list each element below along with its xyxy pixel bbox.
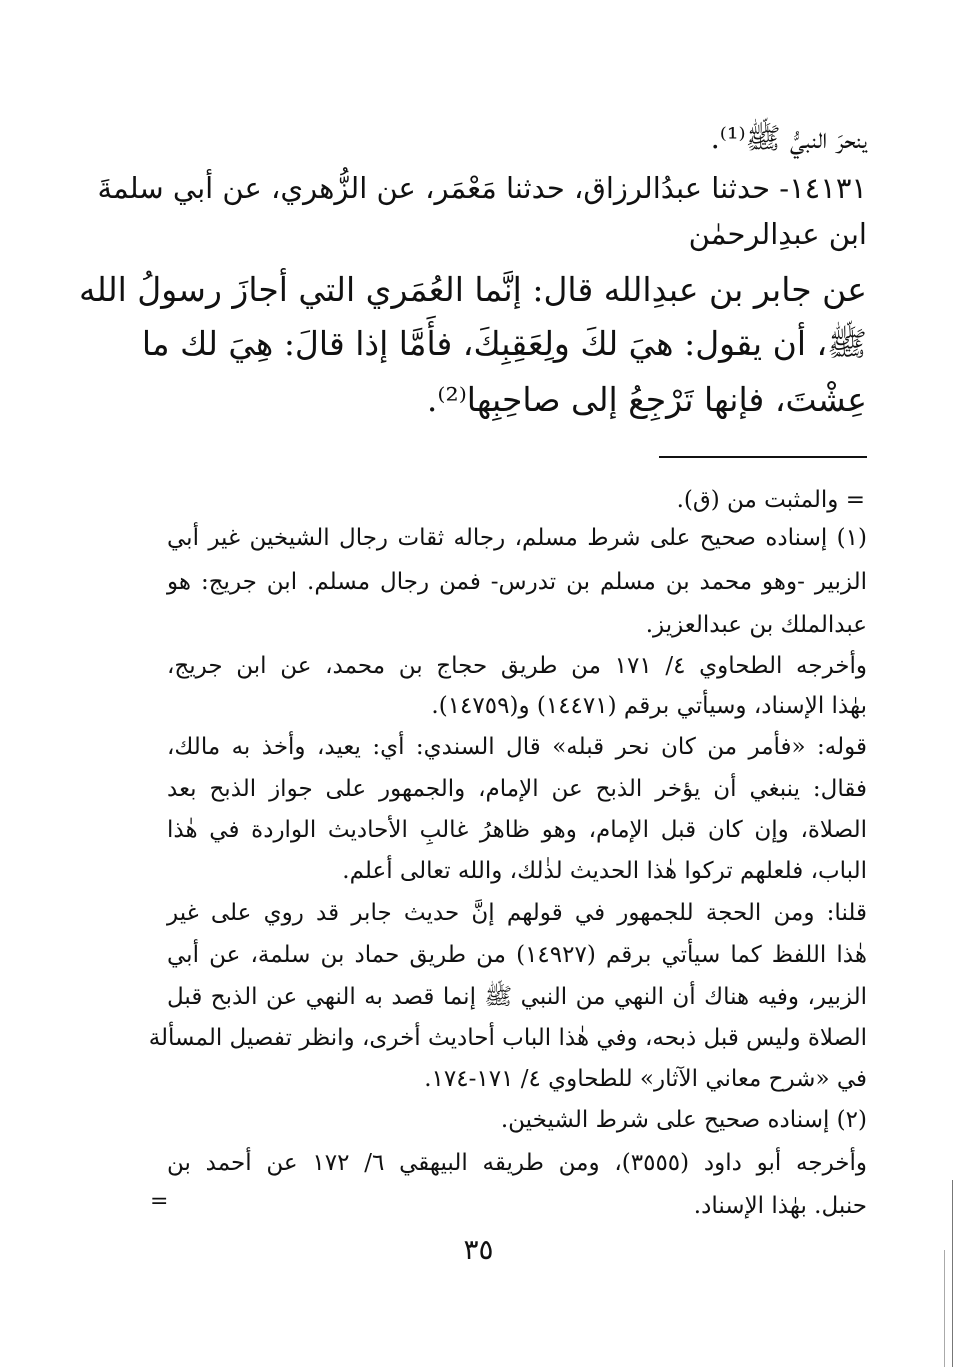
page-number: ٣٥ [463,1233,494,1266]
main-text-line-2: ١٤١٣١- حدثنا عبدُالرزاق، حدثنا مَعْمَر، عن الزُّهري، عن أبي سلمةَ [97,171,867,205]
main-text-line-5: ﷺ، أن يقول: هيَ لكَ ولِعَقِبِكَ، فأَمَّا إذا قالَ: هِيَ لك ما [141,324,867,363]
footnote-line-17: وأخرجه أبو داود (٣٥٥٥)، ومن طريقه البيهقي ٦/ ١٧٢ عن أحمد بن [167,1150,868,1176]
footnote-line-4: عبدالملك بن عبدالعزيز. [645,612,867,638]
footnote-separator [659,456,867,458]
footnote-line-10: الباب، فلعلهم تركوا هٰذا الحديث لذٰلك، والله تعالى أعلم. [342,858,867,884]
footnote-line-1: = والمثبت من (ق). [676,487,865,513]
footnote-line-11: قلنا: ومن الحجة للجمهور في قولهم إنَّ حديث جابر قد روي على غير [167,900,867,926]
scan-edge-line-inner [944,1250,945,1367]
main-text-line-6: عِشْتَ، فإنها تَرْجِعُ إلى صاحِبِها⁽²⁾. [426,380,867,419]
footnote-line-16: (٢) إسناده صحيح على شرط الشيخين. [500,1107,867,1133]
footnote-line-9: الصلاة، وإن كان قبل الإمام، وهو ظاهرُ غالبِ الأحاديث الواردة في هٰذا [167,817,867,843]
footnote-line-2: (١) إسناده صحيح على شرط مسلم، رجاله ثقات رجال الشيخين غير أبي [167,525,867,551]
footnote-line-13: الزبير، وفيه هناك أن النهي من النبي ﷺ إنما قصد به النهي عن الذبح قبل [167,984,867,1010]
footnote-line-14: الصلاة وليس قبل ذبحه، وفي هٰذا الباب أحاديث أخرى، وانظر تفصيل المسألة [148,1025,867,1051]
scan-edge-line [952,1180,953,1367]
footnote-line-5: وأخرجه الطحاوي ٤/ ١٧١ من طريق حجاج بن محمد، عن ابن جريج، [167,653,867,679]
footnote-line-18: حنبل. بهٰذا الإسناد. [693,1193,867,1219]
footnote-line-6: بهٰذا الإسناد، وسيأتي برقم (١٤٤٧١) و(١٤٧٥٩). [431,693,867,719]
footnote-line-7: قوله: «فأمر من كان نحر قبله» قال السندي: أي: يعيد، وأخذ به مالك، [167,734,867,760]
main-text-line-1: ينحرَ النبيُّ ﷺ⁽¹⁾. [710,121,867,155]
main-text-line-4: عن جابر بن عبدِالله قال: إنَّما العُمَري التي أجازَ رسولُ الله [78,270,867,309]
footnote-line-8: فقال: ينبغي أن يؤخر الذبح عن الإمام، والجمهور على جواز الذبح بعد [167,776,867,802]
main-text-line-3: ابن عبدِالرحمٰن [688,217,867,251]
footnote-line-15: في «شرح معاني الآثار» للطحاوي ٤/ ١٧١-١٧٤. [424,1066,867,1092]
continuation-mark: = [150,1189,169,1214]
footnote-line-12: هٰذا اللفظ كما سيأتي برقم (١٤٩٢٧) من طريق حماد بن سلمة، عن أبي [167,942,867,968]
footnote-line-3: الزبير -وهو محمد بن مسلم بن تدرس- فمن رجال مسلم. ابن جريج: هو [167,569,867,595]
